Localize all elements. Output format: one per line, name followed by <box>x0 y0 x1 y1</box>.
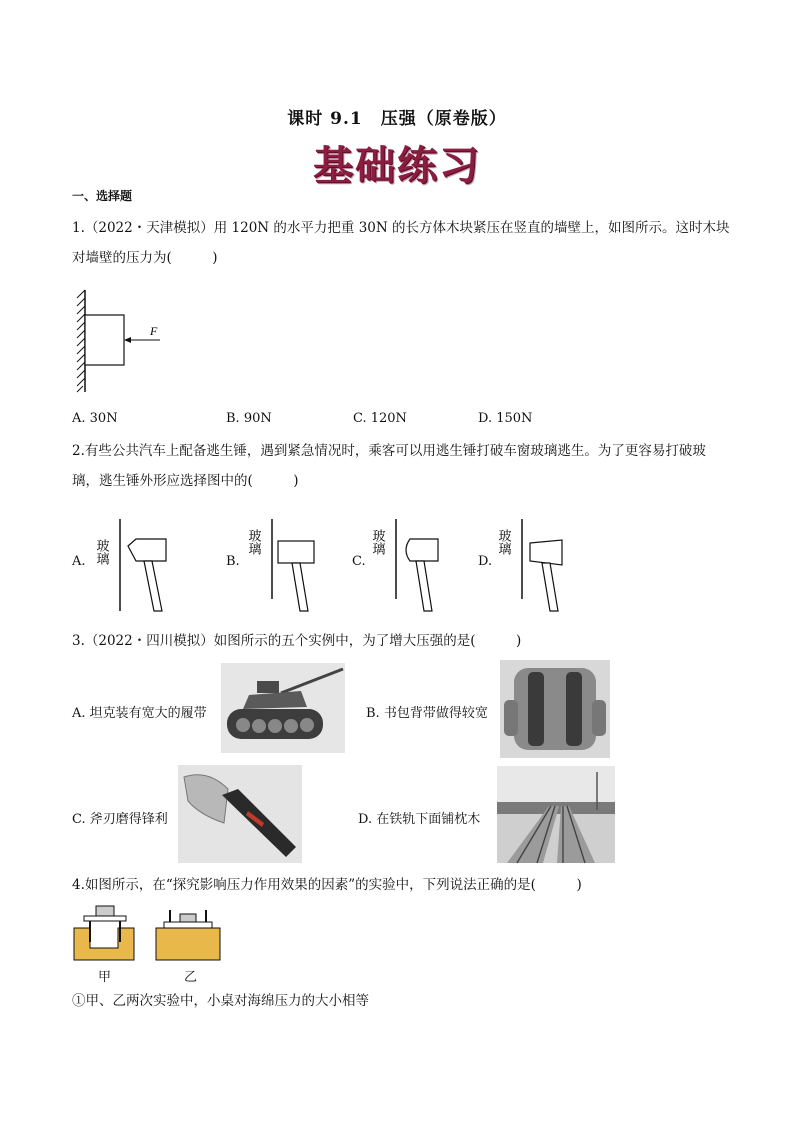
railway-image <box>497 766 615 863</box>
q1-option-c[interactable]: C. 120N <box>353 411 407 426</box>
banner-heading: 基础练习 <box>313 142 481 189</box>
figure-label-yi: 乙 <box>184 970 198 985</box>
q1-option-d[interactable]: D. 150N <box>478 411 533 426</box>
hammer-c-figure[interactable] <box>370 515 456 615</box>
q1-option-a[interactable]: A. 30N <box>72 411 118 426</box>
q2-option-b[interactable]: B. <box>226 554 240 569</box>
hammer-b-figure[interactable] <box>246 515 332 615</box>
question-4-text: 4.如图所示，在“探究影响压力作用效果的因素”的实验中，下列说法正确的是( ) <box>72 877 582 893</box>
q3-option-b[interactable]: B. 书包背带做得较宽 <box>366 706 488 721</box>
question-3-text: 3.（2022・四川模拟）如图所示的五个实例中，为了增大压强的是( ) <box>72 633 522 649</box>
section-heading: 一、选择题 <box>72 189 133 203</box>
sponge-experiment-figure <box>72 898 232 966</box>
q2-option-c[interactable]: C. <box>352 554 366 569</box>
glass-label-b: 玻璃 <box>246 529 262 555</box>
glass-label-c: 玻璃 <box>370 529 386 555</box>
figure-label-jia: 甲 <box>98 970 112 985</box>
axe-image <box>178 765 302 863</box>
hammer-d-figure[interactable] <box>496 515 582 615</box>
q3-option-c[interactable]: C. 斧刃磨得锋利 <box>72 812 168 827</box>
q3-option-d[interactable]: D. 在铁轨下面铺枕木 <box>358 812 481 827</box>
statement-1: ①甲、乙两次实验中，小桌对海绵压力的大小相等 <box>72 993 369 1009</box>
glass-label-d: 玻璃 <box>496 529 512 555</box>
wall-block-figure <box>72 288 172 394</box>
glass-label-a: 玻璃 <box>94 539 110 565</box>
q2-option-a[interactable]: A. <box>72 554 86 569</box>
backpack-image <box>500 660 610 758</box>
tank-image <box>221 663 345 753</box>
question-1-text: 1.（2022・天津模拟）用 120N 的水平力把重 30N 的长方体木块紧压在竖直的墙壁上，如图所示。这时木块对墙壁的压力为( ) <box>72 220 730 266</box>
hammer-a-figure[interactable] <box>96 515 176 615</box>
q3-option-a[interactable]: A. 坦克装有宽大的履带 <box>72 706 207 721</box>
q2-option-d[interactable]: D. <box>478 554 493 569</box>
question-2-text: 2.有些公共汽车上配备逃生锤，遇到紧急情况时，乘客可以用逃生锤打破车窗玻璃逃生。为了更容易打破玻璃，逃生锤外形应选择图中的( ) <box>72 443 706 489</box>
force-label: F <box>150 324 158 338</box>
page-title: 课时 9.1 压强（原卷版） <box>287 109 507 129</box>
q1-option-b[interactable]: B. 90N <box>226 411 272 426</box>
